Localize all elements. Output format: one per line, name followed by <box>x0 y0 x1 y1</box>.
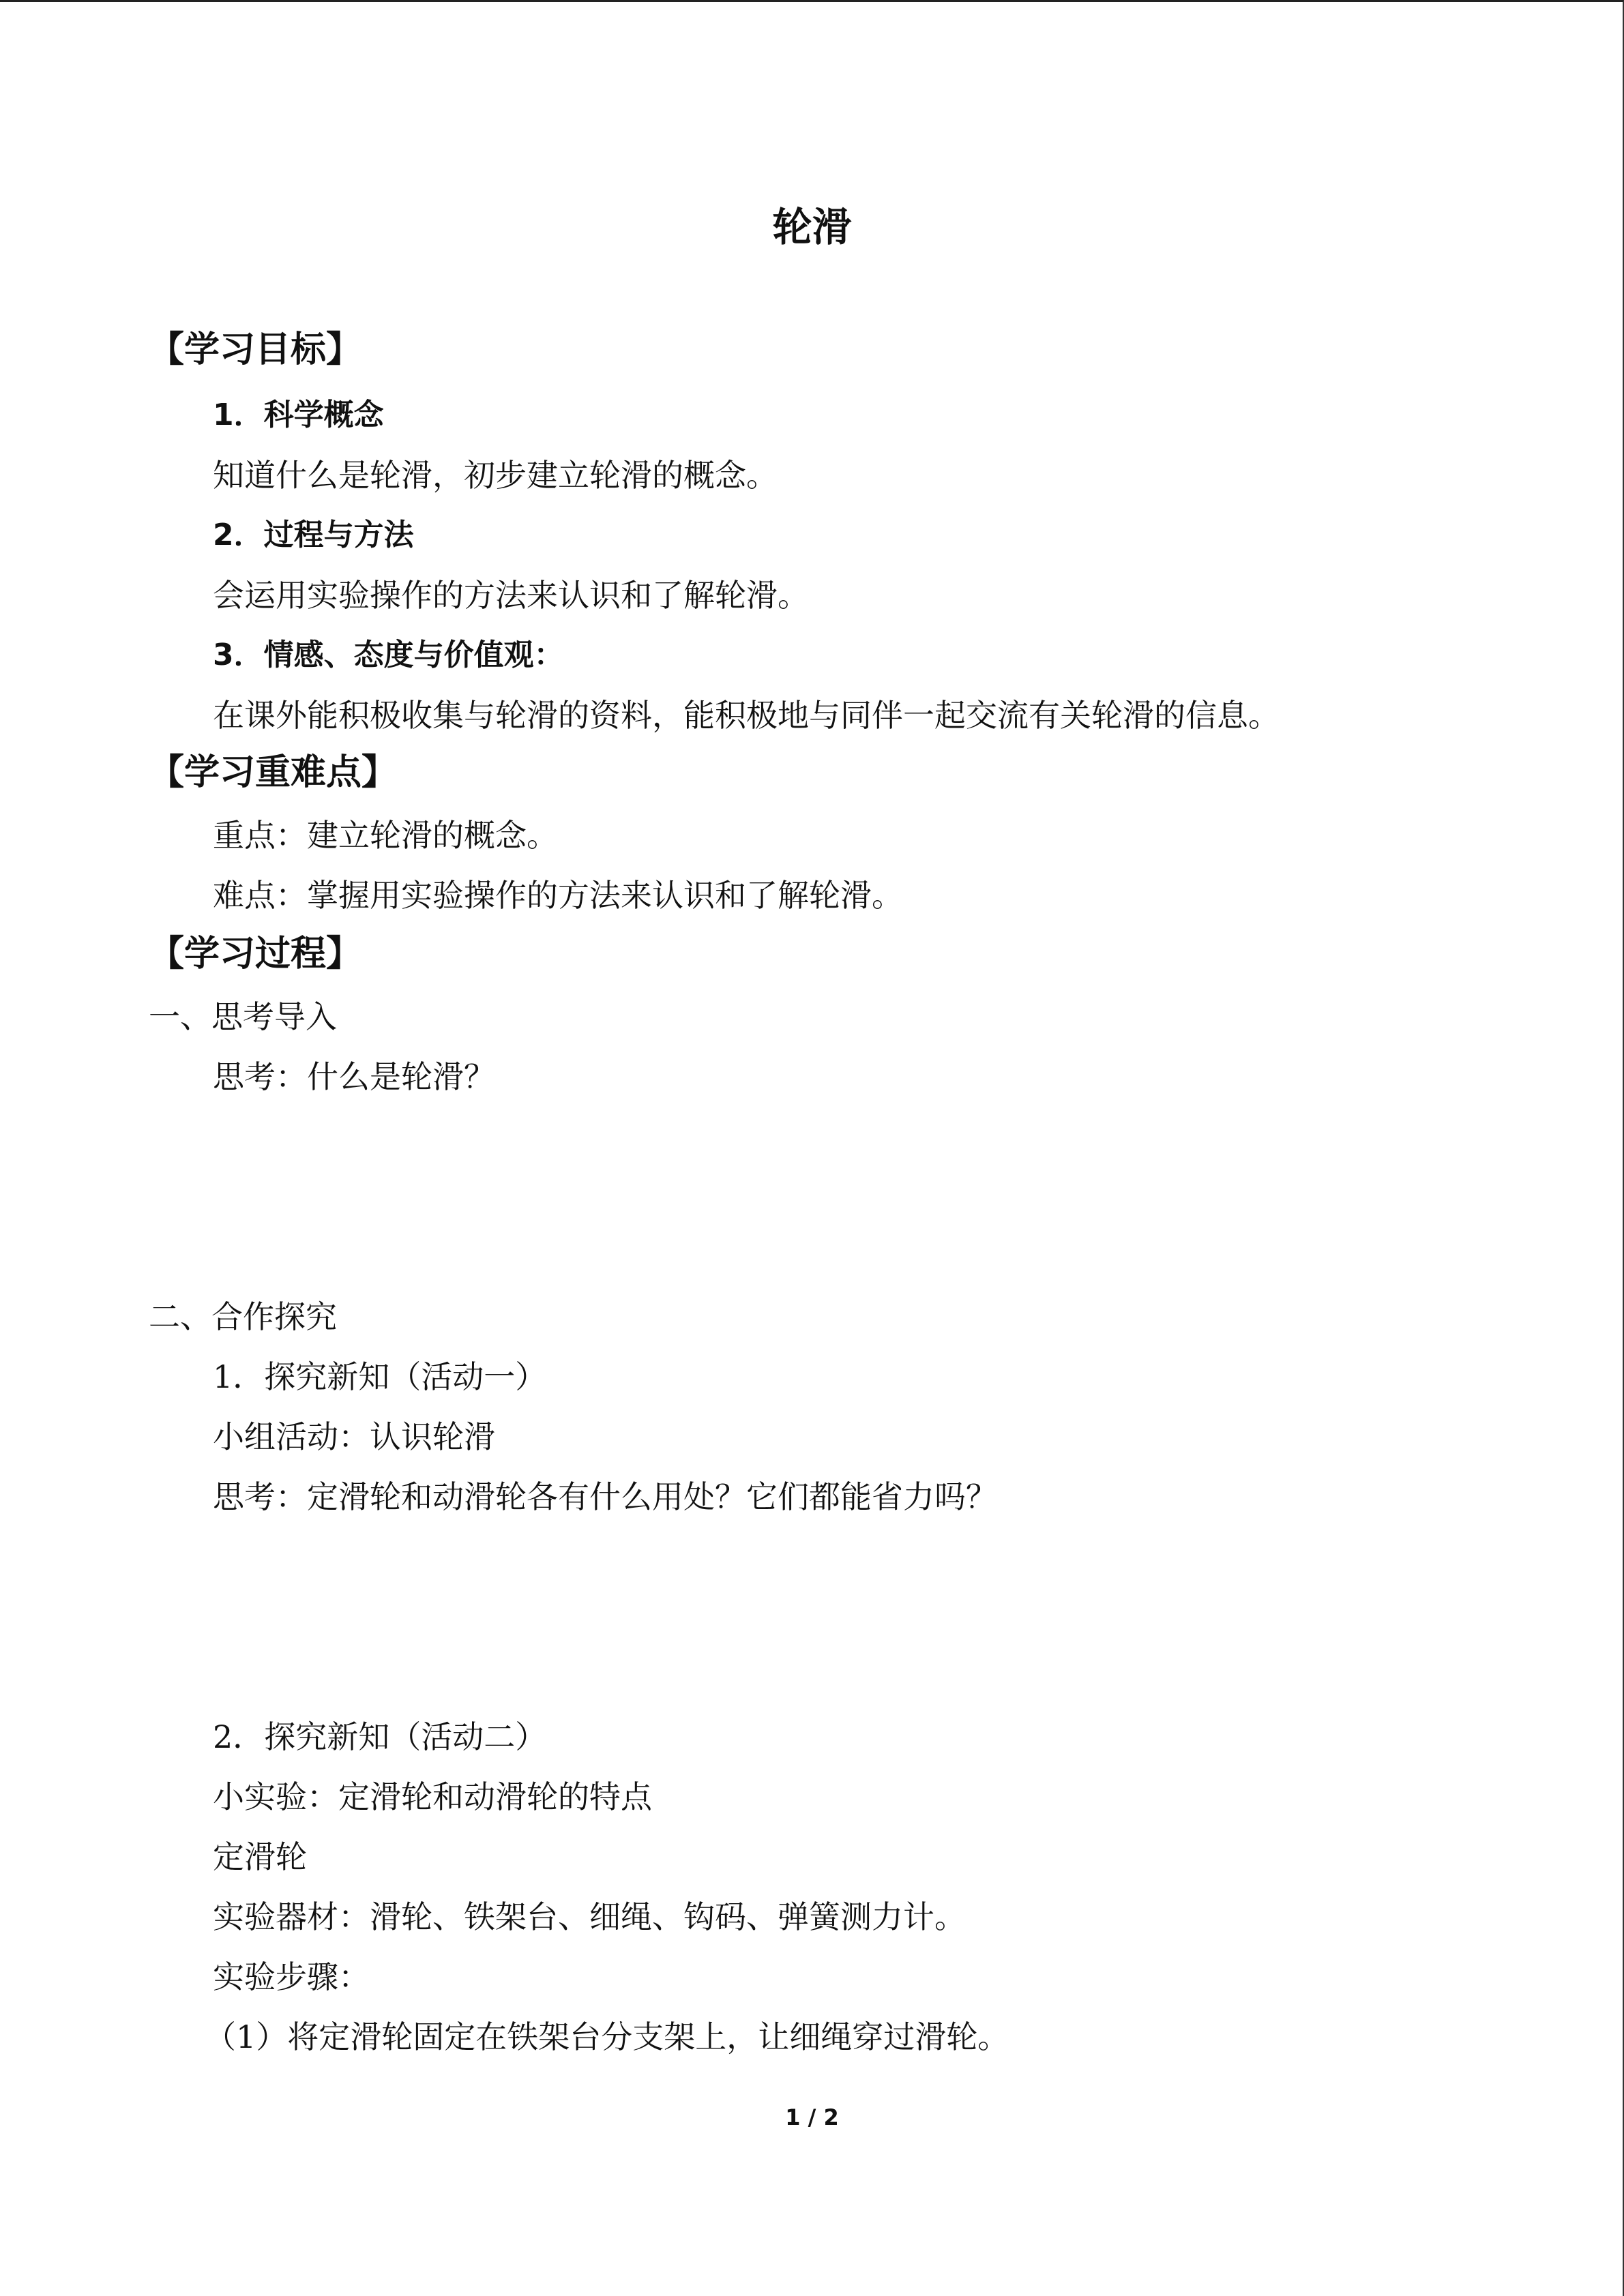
key-point-difficulty: 难点：掌握用实验操作的方法来认识和了解轮滑。 <box>213 877 903 914</box>
section-objectives-heading: 【学习目标】 <box>149 329 362 370</box>
activity2-subject: 定滑轮 <box>213 1838 307 1875</box>
objective-2-text: 会运用实验操作的方法来认识和了解轮滑。 <box>213 577 809 614</box>
objective-2-label: 2．过程与方法 <box>213 518 414 552</box>
activity2-steps-label: 实验步骤： <box>213 1958 370 1995</box>
process-part2-title: 二、合作探究 <box>149 1298 337 1335</box>
objective-1-label: 1．科学概念 <box>213 398 384 432</box>
activity1-task: 小组活动：认识轮滑 <box>213 1418 495 1455</box>
objective-3-text: 在课外能积极收集与轮滑的资料，能积极地与同伴一起交流有关轮滑的信息。 <box>213 697 1280 734</box>
section-key-points-heading: 【学习重难点】 <box>149 752 398 793</box>
objective-3-label: 3．情感、态度与价值观： <box>213 638 564 672</box>
process-part1-title: 一、思考导入 <box>149 998 337 1035</box>
page-number: 1 / 2 <box>785 2104 839 2130</box>
section-process-heading: 【学习过程】 <box>149 934 362 974</box>
process-part1-question: 思考：什么是轮滑？ <box>213 1058 495 1095</box>
activity2-materials: 实验器材：滑轮、铁架台、细绳、钩码、弹簧测力计。 <box>213 1898 966 1935</box>
activity1-title: 1．探究新知（活动一） <box>213 1358 547 1395</box>
key-point-focus: 重点：建立轮滑的概念。 <box>213 817 558 854</box>
activity2-step-1: （1）将定滑轮固定在铁架台分支架上，让细绳穿过滑轮。 <box>205 2018 1009 2055</box>
activity2-title: 2．探究新知（活动二） <box>213 1718 547 1755</box>
page-title: 轮滑 <box>772 204 852 250</box>
objective-1-text: 知道什么是轮滑，初步建立轮滑的概念。 <box>213 457 778 494</box>
activity1-question: 思考：定滑轮和动滑轮各有什么用处？它们都能省力吗？ <box>213 1478 997 1515</box>
activity2-task: 小实验：定滑轮和动滑轮的特点 <box>213 1778 652 1815</box>
